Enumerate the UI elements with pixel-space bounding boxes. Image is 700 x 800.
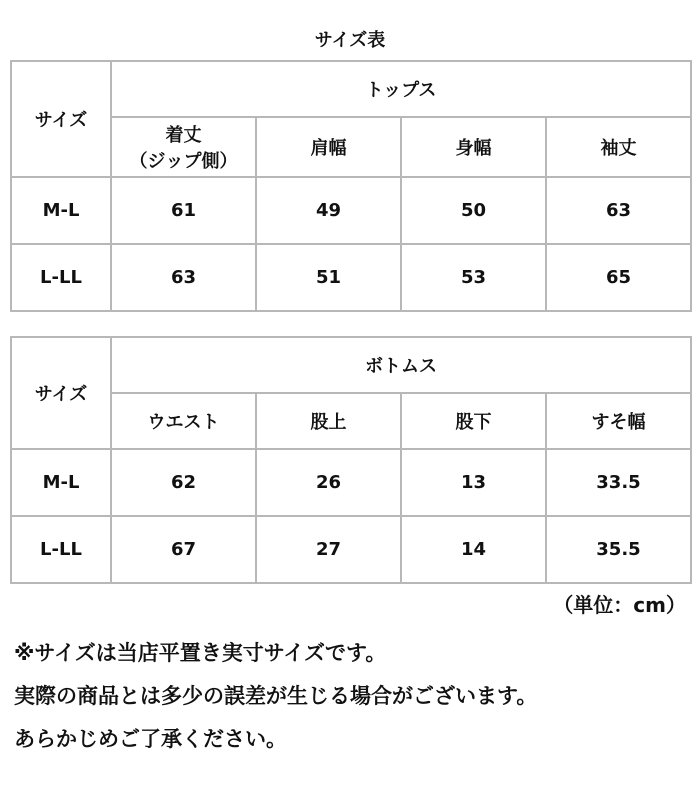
size-cell: M-L	[11, 449, 111, 516]
tops-group-header: トップス	[111, 61, 691, 117]
tops-column-header	[111, 117, 256, 177]
tops-column-header: 身幅	[401, 117, 546, 177]
value-cell: 49	[256, 177, 401, 244]
size-cell: L-LL	[11, 516, 111, 583]
unit-label: （単位：cm）	[553, 593, 686, 617]
note-line: ※サイズは当店平置き実寸サイズです。	[14, 641, 387, 665]
bottoms-column-header: すそ幅	[546, 393, 691, 449]
value-cell: 62	[111, 449, 256, 516]
bottoms-size-table	[10, 336, 692, 584]
table-row	[11, 244, 691, 311]
note-line: あらかじめご了承ください。	[14, 727, 287, 751]
table-row	[11, 516, 691, 583]
bottoms-group-header: ボトムス	[111, 337, 691, 393]
tops-column-label: 着丈	[165, 125, 202, 146]
value-cell: 26	[256, 449, 401, 516]
value-cell: 51	[256, 244, 401, 311]
size-cell: L-LL	[11, 244, 111, 311]
value-cell: 13	[401, 449, 546, 516]
table-row	[11, 449, 691, 516]
notes	[14, 632, 537, 761]
value-cell: 65	[546, 244, 691, 311]
bottoms-column-header: 股上	[256, 393, 401, 449]
value-cell: 35.5	[546, 516, 691, 583]
tops-size-header: サイズ	[11, 61, 111, 177]
tops-column-header: 肩幅	[256, 117, 401, 177]
value-cell: 63	[111, 244, 256, 311]
tops-column-header: 袖丈	[546, 117, 691, 177]
value-cell: 67	[111, 516, 256, 583]
value-cell: 63	[546, 177, 691, 244]
value-cell: 33.5	[546, 449, 691, 516]
bottoms-column-header: ウエスト	[111, 393, 256, 449]
value-cell: 61	[111, 177, 256, 244]
bottoms-size-header: サイズ	[11, 337, 111, 449]
value-cell: 27	[256, 516, 401, 583]
page-title: サイズ表	[314, 30, 386, 51]
bottoms-column-header: 股下	[401, 393, 546, 449]
tops-size-table	[10, 60, 692, 312]
value-cell: 50	[401, 177, 546, 244]
value-cell: 53	[401, 244, 546, 311]
note-line: 実際の商品とは多少の誤差が生じる場合がございます。	[14, 684, 538, 708]
table-row	[11, 177, 691, 244]
value-cell: 14	[401, 516, 546, 583]
size-cell: M-L	[11, 177, 111, 244]
tops-column-sublabel: （ジップ側）	[129, 151, 238, 172]
